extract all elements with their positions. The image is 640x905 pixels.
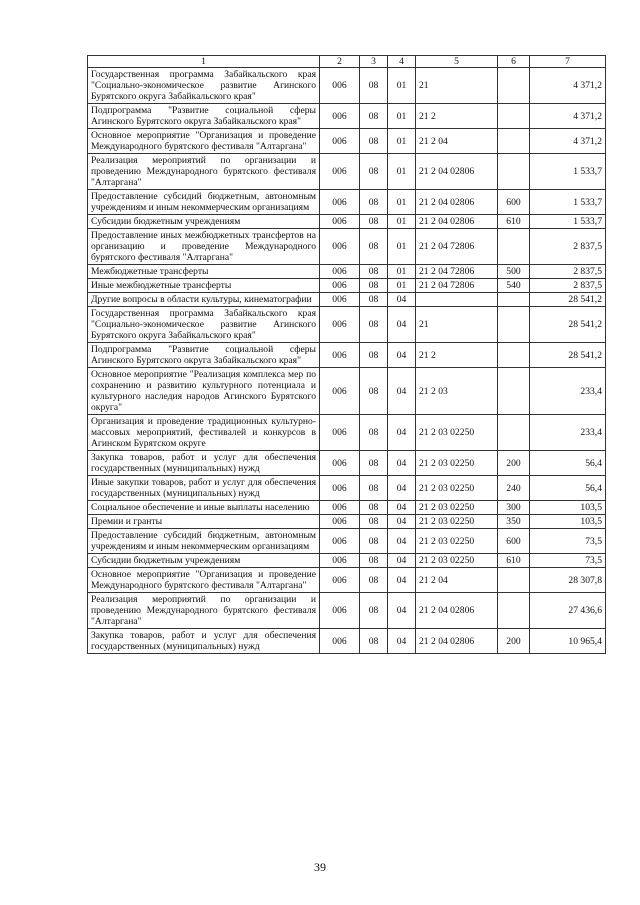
table-row	[88, 568, 606, 593]
header-col-5: 5	[416, 56, 498, 68]
row-csr-cell: 21 2 03 02250	[416, 515, 498, 529]
row-sum-cell: 28 307,8	[530, 568, 606, 593]
row-pr-cell: 04	[388, 368, 416, 415]
row-pr-cell: 04	[388, 293, 416, 307]
row-name-cell: Другие вопросы в области культуры, кинематографии	[88, 293, 320, 307]
row-vr-cell	[498, 568, 530, 593]
row-pr-cell: 04	[388, 451, 416, 476]
row-name-cell: Социальное обеспечение и иные выплаты населению	[88, 501, 320, 515]
row-sum-cell: 2 837,5	[530, 279, 606, 293]
row-csr-cell: 21 2 04 02806	[416, 154, 498, 190]
row-vr-cell	[498, 129, 530, 154]
row-rz-cell: 08	[360, 68, 388, 104]
row-name-cell: Закупка товаров, работ и услуг для обеспечения государственных (муниципальных) нужд	[88, 629, 320, 654]
row-name-cell: Основное мероприятие "Организация и проведение Международного бурятского фестиваля "Алтаргана"	[88, 568, 320, 593]
table-row	[88, 190, 606, 215]
row-ved-cell: 006	[320, 68, 360, 104]
table-row	[88, 154, 606, 190]
row-vr-cell	[498, 68, 530, 104]
row-name-cell: Реализация мероприятий по организации и проведению Международного бурятского фестиваля "Алтаргана"	[88, 593, 320, 629]
row-vr-cell: 200	[498, 451, 530, 476]
row-vr-cell: 600	[498, 190, 530, 215]
row-sum-cell: 1 533,7	[530, 190, 606, 215]
row-vr-cell	[498, 104, 530, 129]
row-rz-cell: 08	[360, 229, 388, 265]
row-name-cell: Предоставление иных межбюджетных трансфертов на организацию и проведение Международного бурятского фестиваля "Алтаргана"	[88, 229, 320, 265]
row-rz-cell: 08	[360, 190, 388, 215]
row-pr-cell: 04	[388, 629, 416, 654]
row-name-cell: Субсидии бюджетным учреждениям	[88, 215, 320, 229]
row-pr-cell: 01	[388, 190, 416, 215]
row-csr-cell: 21 2 04 02806	[416, 593, 498, 629]
row-rz-cell: 08	[360, 629, 388, 654]
row-csr-cell: 21 2	[416, 343, 498, 368]
row-ved-cell: 006	[320, 265, 360, 279]
row-csr-cell: 21 2 03 02250	[416, 501, 498, 515]
table-row	[88, 279, 606, 293]
row-pr-cell: 04	[388, 529, 416, 554]
row-vr-cell: 300	[498, 501, 530, 515]
row-vr-cell	[498, 293, 530, 307]
header-col-3: 3	[360, 56, 388, 68]
row-sum-cell: 73,5	[530, 554, 606, 568]
row-name-cell: Межбюджетные трансферты	[88, 265, 320, 279]
row-csr-cell: 21	[416, 68, 498, 104]
table-row	[88, 629, 606, 654]
row-name-cell: Закупка товаров, работ и услуг для обеспечения государственных (муниципальных) нужд	[88, 451, 320, 476]
row-name-cell: Основное мероприятие "Реализация комплекса мер по сохранению и развитию культурного потенциала и культурного наследия народов Агинского Бурятского округа"	[88, 368, 320, 415]
row-ved-cell: 006	[320, 154, 360, 190]
row-csr-cell: 21 2 04 02806	[416, 215, 498, 229]
table-row	[88, 554, 606, 568]
row-name-cell: Государственная программа Забайкальского края "Социально-экономическое развитие Агинского Бурятского округа Забайкальского края"	[88, 307, 320, 343]
row-csr-cell: 21 2 04 72806	[416, 279, 498, 293]
row-csr-cell: 21 2	[416, 104, 498, 129]
row-rz-cell: 08	[360, 593, 388, 629]
table-row	[88, 229, 606, 265]
row-sum-cell: 73,5	[530, 529, 606, 554]
row-rz-cell: 08	[360, 451, 388, 476]
row-ved-cell: 006	[320, 343, 360, 368]
row-pr-cell: 01	[388, 265, 416, 279]
row-sum-cell: 56,4	[530, 451, 606, 476]
row-sum-cell: 103,5	[530, 501, 606, 515]
row-ved-cell: 006	[320, 554, 360, 568]
row-ved-cell: 006	[320, 104, 360, 129]
table-row	[88, 293, 606, 307]
table-row	[88, 129, 606, 154]
row-sum-cell: 2 837,5	[530, 265, 606, 279]
row-pr-cell: 04	[388, 415, 416, 451]
row-sum-cell: 27 436,6	[530, 593, 606, 629]
table-row	[88, 104, 606, 129]
row-csr-cell: 21 2 04 72806	[416, 229, 498, 265]
row-csr-cell: 21	[416, 307, 498, 343]
row-name-cell: Иные закупки товаров, работ и услуг для обеспечения государственных (муниципальных) нужд	[88, 476, 320, 501]
row-csr-cell: 21 2 03	[416, 368, 498, 415]
row-ved-cell: 006	[320, 279, 360, 293]
row-csr-cell: 21 2 03 02250	[416, 451, 498, 476]
row-sum-cell: 10 965,4	[530, 629, 606, 654]
row-pr-cell: 01	[388, 129, 416, 154]
row-ved-cell: 006	[320, 293, 360, 307]
table-row	[88, 215, 606, 229]
row-rz-cell: 08	[360, 501, 388, 515]
row-sum-cell: 103,5	[530, 515, 606, 529]
row-csr-cell: 21 2 04 02806	[416, 190, 498, 215]
table-header	[88, 56, 606, 68]
row-vr-cell	[498, 343, 530, 368]
table-row	[88, 368, 606, 415]
row-vr-cell	[498, 415, 530, 451]
row-rz-cell: 08	[360, 129, 388, 154]
table-row	[88, 343, 606, 368]
table-row	[88, 501, 606, 515]
row-pr-cell: 04	[388, 501, 416, 515]
row-pr-cell: 04	[388, 515, 416, 529]
row-vr-cell: 540	[498, 279, 530, 293]
row-rz-cell: 08	[360, 293, 388, 307]
row-pr-cell: 01	[388, 215, 416, 229]
row-rz-cell: 08	[360, 279, 388, 293]
table-row	[88, 515, 606, 529]
row-rz-cell: 08	[360, 554, 388, 568]
row-pr-cell: 04	[388, 476, 416, 501]
row-sum-cell: 233,4	[530, 415, 606, 451]
row-sum-cell: 56,4	[530, 476, 606, 501]
row-ved-cell: 006	[320, 129, 360, 154]
row-vr-cell	[498, 307, 530, 343]
row-vr-cell: 500	[498, 265, 530, 279]
row-name-cell: Субсидии бюджетным учреждениям	[88, 554, 320, 568]
row-sum-cell: 1 533,7	[530, 154, 606, 190]
row-pr-cell: 01	[388, 104, 416, 129]
table-row	[88, 265, 606, 279]
row-sum-cell: 28 541,2	[530, 307, 606, 343]
row-name-cell: Основное мероприятие "Организация и проведение Международного бурятского фестиваля "Алтаргана"	[88, 129, 320, 154]
budget-table	[87, 55, 606, 654]
row-ved-cell: 006	[320, 476, 360, 501]
row-ved-cell: 006	[320, 568, 360, 593]
table-row	[88, 415, 606, 451]
row-vr-cell	[498, 229, 530, 265]
header-col-4: 4	[388, 56, 416, 68]
row-sum-cell: 233,4	[530, 368, 606, 415]
row-vr-cell: 350	[498, 515, 530, 529]
row-pr-cell: 04	[388, 568, 416, 593]
row-rz-cell: 08	[360, 368, 388, 415]
row-pr-cell: 04	[388, 593, 416, 629]
row-csr-cell: 21 2 03 02250	[416, 554, 498, 568]
row-vr-cell: 600	[498, 529, 530, 554]
header-col-6: 6	[498, 56, 530, 68]
row-pr-cell: 04	[388, 554, 416, 568]
row-ved-cell: 006	[320, 307, 360, 343]
header-col-7: 7	[530, 56, 606, 68]
row-rz-cell: 08	[360, 104, 388, 129]
row-rz-cell: 08	[360, 343, 388, 368]
row-ved-cell: 006	[320, 451, 360, 476]
row-ved-cell: 006	[320, 629, 360, 654]
row-pr-cell: 01	[388, 229, 416, 265]
row-vr-cell	[498, 368, 530, 415]
table-row	[88, 307, 606, 343]
row-name-cell: Предоставление субсидий бюджетным, автономным учреждениям и иным некоммерческим организациям	[88, 190, 320, 215]
row-pr-cell: 01	[388, 279, 416, 293]
row-csr-cell: 21 2 04	[416, 568, 498, 593]
row-pr-cell: 04	[388, 307, 416, 343]
row-vr-cell: 610	[498, 554, 530, 568]
row-ved-cell: 006	[320, 368, 360, 415]
row-pr-cell: 01	[388, 68, 416, 104]
row-name-cell: Премии и гранты	[88, 515, 320, 529]
row-sum-cell: 28 541,2	[530, 343, 606, 368]
row-csr-cell: 21 2 03 02250	[416, 415, 498, 451]
row-name-cell: Иные межбюджетные трансферты	[88, 279, 320, 293]
row-vr-cell	[498, 593, 530, 629]
row-rz-cell: 08	[360, 476, 388, 501]
row-vr-cell: 240	[498, 476, 530, 501]
table-row	[88, 68, 606, 104]
table-body	[88, 68, 606, 654]
row-ved-cell: 006	[320, 215, 360, 229]
header-row	[88, 56, 606, 68]
row-csr-cell: 21 2 04	[416, 129, 498, 154]
row-name-cell: Государственная программа Забайкальского края "Социально-экономическое развитие Агинского Бурятского округа Забайкальского края"	[88, 68, 320, 104]
row-rz-cell: 08	[360, 307, 388, 343]
row-sum-cell: 4 371,2	[530, 104, 606, 129]
row-sum-cell: 4 371,2	[530, 68, 606, 104]
row-rz-cell: 08	[360, 415, 388, 451]
row-rz-cell: 08	[360, 265, 388, 279]
row-ved-cell: 006	[320, 229, 360, 265]
row-pr-cell: 04	[388, 343, 416, 368]
row-rz-cell: 08	[360, 515, 388, 529]
row-csr-cell: 21 2 04 72806	[416, 265, 498, 279]
table-row	[88, 593, 606, 629]
row-name-cell: Подпрограмма "Развитие социальной сферы Агинского Бурятского округа Забайкальского края"	[88, 343, 320, 368]
row-rz-cell: 08	[360, 568, 388, 593]
row-name-cell: Подпрограмма "Развитие социальной сферы Агинского Бурятского округа Забайкальского края"	[88, 104, 320, 129]
row-ved-cell: 006	[320, 529, 360, 554]
row-sum-cell: 1 533,7	[530, 215, 606, 229]
row-ved-cell: 006	[320, 515, 360, 529]
row-pr-cell: 01	[388, 154, 416, 190]
row-name-cell: Организация и проведение традиционных культурно-массовых мероприятий, фестивалей и конкурсов в Агинском Бурятском округе	[88, 415, 320, 451]
row-ved-cell: 006	[320, 501, 360, 515]
row-ved-cell: 006	[320, 415, 360, 451]
row-rz-cell: 08	[360, 154, 388, 190]
row-sum-cell: 28 541,2	[530, 293, 606, 307]
row-ved-cell: 006	[320, 190, 360, 215]
row-sum-cell: 4 371,2	[530, 129, 606, 154]
row-vr-cell	[498, 154, 530, 190]
row-csr-cell: 21 2 03 02250	[416, 529, 498, 554]
row-rz-cell: 08	[360, 529, 388, 554]
row-vr-cell: 200	[498, 629, 530, 654]
page-number: 39	[314, 860, 326, 874]
row-rz-cell: 08	[360, 215, 388, 229]
row-csr-cell	[416, 293, 498, 307]
row-csr-cell: 21 2 03 02250	[416, 476, 498, 501]
row-name-cell: Реализация мероприятий по организации и проведению Международного бурятского фестиваля "Алтаргана"	[88, 154, 320, 190]
header-col-2: 2	[320, 56, 360, 68]
table-row	[88, 476, 606, 501]
row-name-cell: Предоставление субсидий бюджетным, автономным учреждениям и иным некоммерческим организациям	[88, 529, 320, 554]
table-row	[88, 529, 606, 554]
row-vr-cell: 610	[498, 215, 530, 229]
row-sum-cell: 2 837,5	[530, 229, 606, 265]
table-row	[88, 451, 606, 476]
header-col-1: 1	[88, 56, 320, 68]
row-csr-cell: 21 2 04 02806	[416, 629, 498, 654]
row-ved-cell: 006	[320, 593, 360, 629]
